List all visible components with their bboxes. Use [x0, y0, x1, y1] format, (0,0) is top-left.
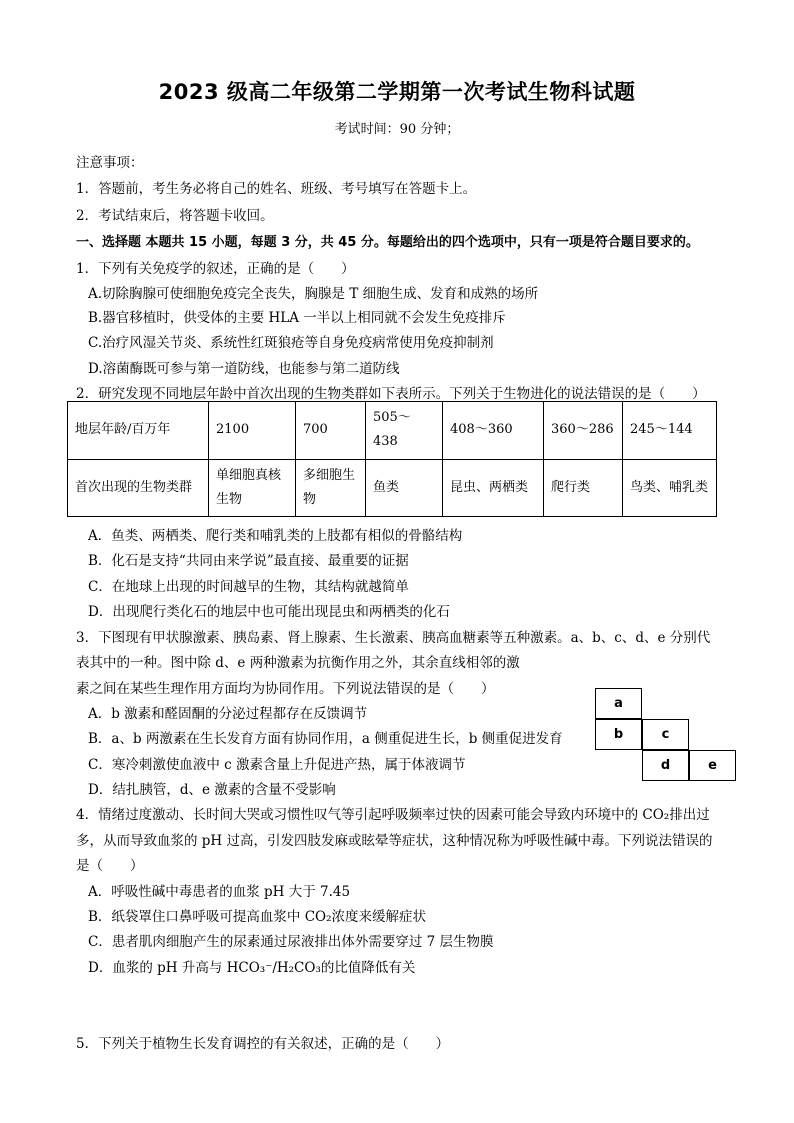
table-cell: 多细胞生物 [296, 459, 366, 517]
question-2-stem: 2．研究发现不同地层年龄中首次出现的生物类群如下表所示。下列关于生物进化的说法错误的是（ ） [76, 386, 706, 402]
question-3-stem-line: 表其中的一种。图中除 d、e 两种激素为抗衡作用之外，其余直线相邻的激 [76, 655, 520, 671]
table-cell: 单细胞真核生物 [209, 459, 296, 517]
table-cell: 首次出现的生物类群 [68, 459, 209, 517]
question-3-option-b: B．a、b 两激素在生长发育方面有协同作用，a 侧重促进生长，b 侧重促进发育 [88, 731, 563, 747]
question-4-stem-line: 多，从而导致血浆的 pH 过高，引发四肢发麻或眩晕等症状，这种情况称为呼吸性碱中毒。下列说法错误的 [76, 833, 713, 849]
fossil-table [67, 401, 717, 517]
hormone-box-a: a [595, 688, 642, 719]
question-1-option-c: C.治疗风湿关节炎、系统性红斑狼疮等自身免疫病常使用免疫抑制剂 [88, 335, 494, 351]
question-4-option-b: B．纸袋罩住口鼻呼吸可提高血浆中 CO₂浓度来缓解症状 [88, 909, 427, 925]
question-2-option-b: B．化石是支持“共同由来学说”最直接、最重要的证据 [88, 553, 409, 569]
question-1-stem: 1．下列有关免疫学的叙述，正确的是（ ） [76, 261, 355, 277]
table-row [68, 459, 717, 517]
table-cell: 昆虫、两栖类 [443, 459, 544, 517]
question-1-option-b: B.器官移植时，供受体的主要 HLA 一半以上相同就不会发生免疫排斥 [88, 310, 506, 326]
question-3-option-c: C．寒冷刺激使血液中 c 激素含量上升促进产热，属于体液调节 [88, 757, 466, 773]
question-2-option-c: C．在地球上出现的时间越早的生物，其结构就越简单 [88, 579, 409, 595]
table-cell: 505～438 [366, 402, 443, 460]
table-cell: 360～286 [544, 402, 623, 460]
question-3-option-d: D．结扎胰管，d、e 激素的含量不受影响 [88, 782, 336, 798]
question-3-stem-line: 素之间在某些生理作用方面均为协同作用。下列说法错误的是（ ） [76, 681, 495, 697]
table-cell: 地层年龄/百万年 [68, 402, 209, 460]
question-5-stem: 5．下列关于植物生长发育调控的有关叙述，正确的是（ ） [76, 1036, 450, 1052]
question-3-option-a: A．b 激素和醛固酮的分泌过程都存在反馈调节 [88, 706, 368, 722]
table-cell: 245～144 [623, 402, 717, 460]
note-item: 1．答题前，考生务必将自己的姓名、班级、考号填写在答题卡上。 [76, 181, 477, 197]
question-4-stem-line: 4．情绪过度激动、长时间大哭或习惯性叹气等引起呼吸频率过快的因素可能会导致内环境中的 CO₂排出过 [76, 807, 710, 823]
table-cell: 700 [296, 402, 366, 460]
question-4-option-a: A．呼吸性碱中毒患者的血浆 pH 大于 7.45 [88, 884, 351, 900]
table-cell: 鱼类 [366, 459, 443, 517]
notes-heading: 注意事项： [76, 155, 144, 171]
table-row [68, 402, 717, 460]
hormone-box-b: b [595, 719, 642, 750]
table-cell: 鸟类、哺乳类 [623, 459, 717, 517]
question-2-option-a: A．鱼类、两栖类、爬行类和哺乳类的上肢都有相似的骨骼结构 [88, 528, 463, 544]
table-cell: 爬行类 [544, 459, 623, 517]
question-1-option-d: D.溶菌酶既可参与第一道防线，也能参与第二道防线 [88, 361, 400, 377]
hormone-box-d: d [642, 750, 689, 781]
table-cell: 408～360 [443, 402, 544, 460]
question-2-option-d: D．出现爬行类化石的地层中也可能出现昆虫和两栖类的化石 [88, 604, 450, 620]
question-4-option-c: C．患者肌肉细胞产生的尿素通过尿液排出体外需要穿过 7 层生物膜 [88, 934, 494, 950]
question-4-option-d: D．血浆的 pH 升高与 HCO₃⁻/H₂CO₃的比值降低有关 [88, 960, 416, 976]
note-item: 2．考试结束后，将答题卡收回。 [76, 208, 274, 224]
section-heading: 一、选择题 本题共 15 小题，每题 3 分，共 45 分。每题给出的四个选项中，只有一项是符合题目要求的。 [76, 235, 699, 250]
exam-time: 考试时间：90 分钟； [334, 122, 460, 137]
question-4-stem-line: 是（ ） [76, 858, 144, 874]
exam-title: 2023 级高二年级第二学期第一次考试生物科试题 [158, 80, 636, 104]
hormone-box-c: c [642, 719, 689, 750]
question-1-option-a: A.切除胸腺可使细胞免疫完全丧失，胸腺是 T 细胞生成、发育和成熟的场所 [88, 286, 539, 302]
table-cell: 2100 [209, 402, 296, 460]
hormone-box-e: e [689, 750, 736, 781]
question-3-stem-line: 3．下图现有甲状腺激素、胰岛素、肾上腺素、生长激素、胰高血糖素等五种激素。a、b、c、d、e 分别代 [76, 630, 711, 646]
